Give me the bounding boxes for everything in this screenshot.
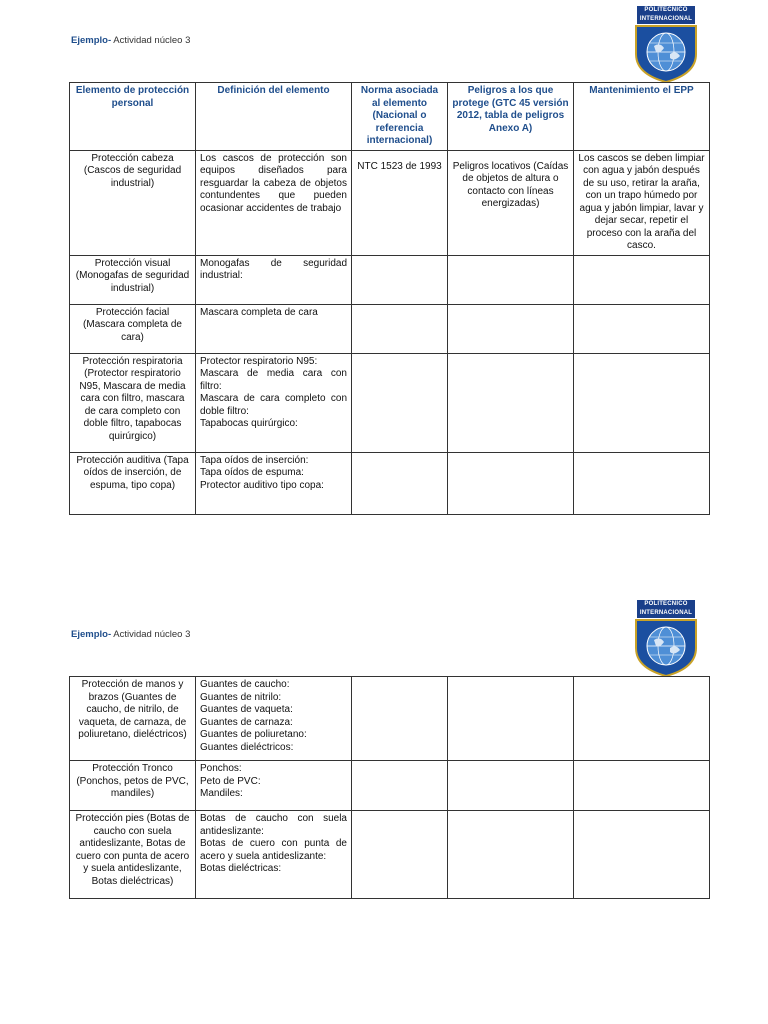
table-header-row [70, 83, 710, 151]
logo-text-2: INTERNACIONAL [637, 15, 695, 24]
cell-mantenimiento [574, 452, 710, 514]
cell-peligros [448, 150, 574, 255]
cell-norma [352, 677, 448, 761]
header-peligros: Peligros a los que protege (GTC 45 versión 2012, tabla de peligros Anexo A) [448, 83, 574, 151]
cell-peligros [448, 353, 574, 452]
institution-logo [630, 6, 702, 84]
cell-mantenimiento [574, 353, 710, 452]
definicion-line: Monogafas de seguridad industrial: [200, 257, 347, 281]
table-row [70, 255, 710, 304]
header-ejemplo: Ejemplo- [71, 629, 112, 640]
header-mantenimiento: Mantenimiento el EPP [574, 83, 710, 151]
document-page-2 [0, 590, 768, 1010]
peligros-text: Peligros locativos (Caídas de objetos de altura o contacto con líneas energizadas) [452, 160, 569, 209]
cell-peligros [448, 255, 574, 304]
definicion-line: Botas de caucho con suela antideslizante: [200, 813, 347, 837]
cell-definicion [196, 811, 352, 899]
definicion-line: Los cascos de protección son equipos diseñados para resguardar la cabeza de objetos contundentes que pueden ocasionar accidentes de trabajo [200, 152, 347, 214]
table-row [70, 452, 710, 514]
cell-definicion [196, 255, 352, 304]
definicion-line: Mascara de media cara con filtro: [200, 368, 347, 392]
cell-mantenimiento [574, 811, 710, 899]
header-actividad: Actividad núcleo 3 [113, 35, 191, 46]
cell-norma [352, 452, 448, 514]
epp-table-page-1 [69, 82, 710, 515]
definicion-line: Botas de cuero con punta de acero y suela antideslizante: [200, 838, 347, 862]
cell-peligros [448, 452, 574, 514]
cell-norma [352, 353, 448, 452]
table-row [70, 761, 710, 811]
definicion-line: Guantes de carnaza: [200, 716, 293, 728]
cell-definicion [196, 452, 352, 514]
definicion-line: Protector respiratorio N95: [200, 355, 318, 367]
shield-globe-icon [630, 24, 702, 84]
cell-elemento: Protección visual (Monogafas de seguridad industrial) [70, 255, 196, 304]
table-row [70, 677, 710, 761]
header-actividad: Actividad núcleo 3 [113, 629, 191, 640]
cell-definicion [196, 353, 352, 452]
definicion-line: Mascara de cara completo con doble filtro: [200, 393, 347, 417]
cell-norma [352, 150, 448, 255]
definicion-line: Peto de PVC: [200, 775, 261, 787]
page-header-label [71, 629, 190, 640]
cell-peligros [448, 761, 574, 811]
cell-norma [352, 255, 448, 304]
definicion-line: Mascara completa de cara [200, 306, 318, 318]
definicion-line: Mandiles: [200, 788, 243, 799]
cell-elemento: Protección facial (Mascara completa de cara) [70, 304, 196, 353]
cell-definicion [196, 150, 352, 255]
cell-mantenimiento [574, 255, 710, 304]
institution-logo [630, 600, 702, 678]
cell-mantenimiento [574, 761, 710, 811]
cell-peligros [448, 811, 574, 899]
definicion-line: Botas dieléctricas: [200, 863, 282, 874]
cell-elemento: Protección cabeza (Cascos de seguridad industrial) [70, 150, 196, 255]
cell-mantenimiento [574, 677, 710, 761]
cell-norma [352, 761, 448, 811]
cell-elemento: Protección auditiva (Tapa oídos de inserción, de espuma, tipo copa) [70, 452, 196, 514]
cell-definicion [196, 304, 352, 353]
cell-elemento: Protección de manos y brazos (Guantes de caucho, de nitrilo, de vaqueta, de carnaza, de poliuretano, dieléctricos) [70, 677, 196, 761]
cell-norma [352, 811, 448, 899]
table-row [70, 150, 710, 255]
cell-mantenimiento [574, 304, 710, 353]
logo-text-2: INTERNACIONAL [637, 609, 695, 618]
header-definicion: Definición del elemento [196, 83, 352, 151]
norma-text: NTC 1523 de 1993 [357, 160, 442, 172]
cell-peligros [448, 677, 574, 761]
cell-definicion [196, 761, 352, 811]
header-ejemplo: Ejemplo- [71, 35, 112, 46]
definicion-line: Guantes de nitrilo: [200, 691, 282, 703]
definicion-line: Protector auditivo tipo copa: [200, 479, 324, 491]
cell-definicion [196, 677, 352, 761]
cell-peligros [448, 304, 574, 353]
cell-elemento: Protección pies (Botas de caucho con suela antideslizante, Botas de cuero con punta de acero y suela antideslizante, Botas dieléctricas) [70, 811, 196, 899]
page-header-label [71, 35, 190, 46]
definicion-line: Ponchos: [200, 763, 242, 774]
definicion-line: Tapa oídos de espuma: [200, 467, 304, 478]
cell-elemento: Protección respiratoria (Protector respiratorio N95, Mascara de media cara con filtro, mascara de cara completo con doble filtro, tapabocas quirúrgico) [70, 353, 196, 452]
cell-norma [352, 304, 448, 353]
table-row [70, 353, 710, 452]
logo-text-1: POLITECNICO [637, 6, 695, 15]
definicion-line: Guantes de caucho: [200, 679, 290, 690]
definicion-line: Guantes de poliuretano: [200, 729, 307, 740]
table-row [70, 304, 710, 353]
cell-elemento: Protección Tronco (Ponchos, petos de PVC, mandiles) [70, 761, 196, 811]
shield-globe-icon [630, 618, 702, 678]
definicion-line: Guantes dieléctricos: [200, 741, 294, 753]
cell-mantenimiento: Los cascos se deben limpiar con agua y jabón después de su uso, retirar la araña, con un trapo húmedo por agua y jabón limpiar, lavar y dejar secar, repetir el proceso con la araña del casco. [574, 150, 710, 255]
header-elemento: Elemento de protección personal [70, 83, 196, 151]
header-norma: Norma asociada al elemento (Nacional o referencia internacional) [352, 83, 448, 151]
epp-table-page-2 [69, 676, 710, 899]
logo-text-1: POLITECNICO [637, 600, 695, 609]
definicion-line: Tapa oídos de inserción: [200, 454, 309, 466]
definicion-line: Guantes de vaqueta: [200, 704, 293, 715]
table-row [70, 811, 710, 899]
definicion-line: Tapabocas quirúrgico: [200, 418, 298, 429]
